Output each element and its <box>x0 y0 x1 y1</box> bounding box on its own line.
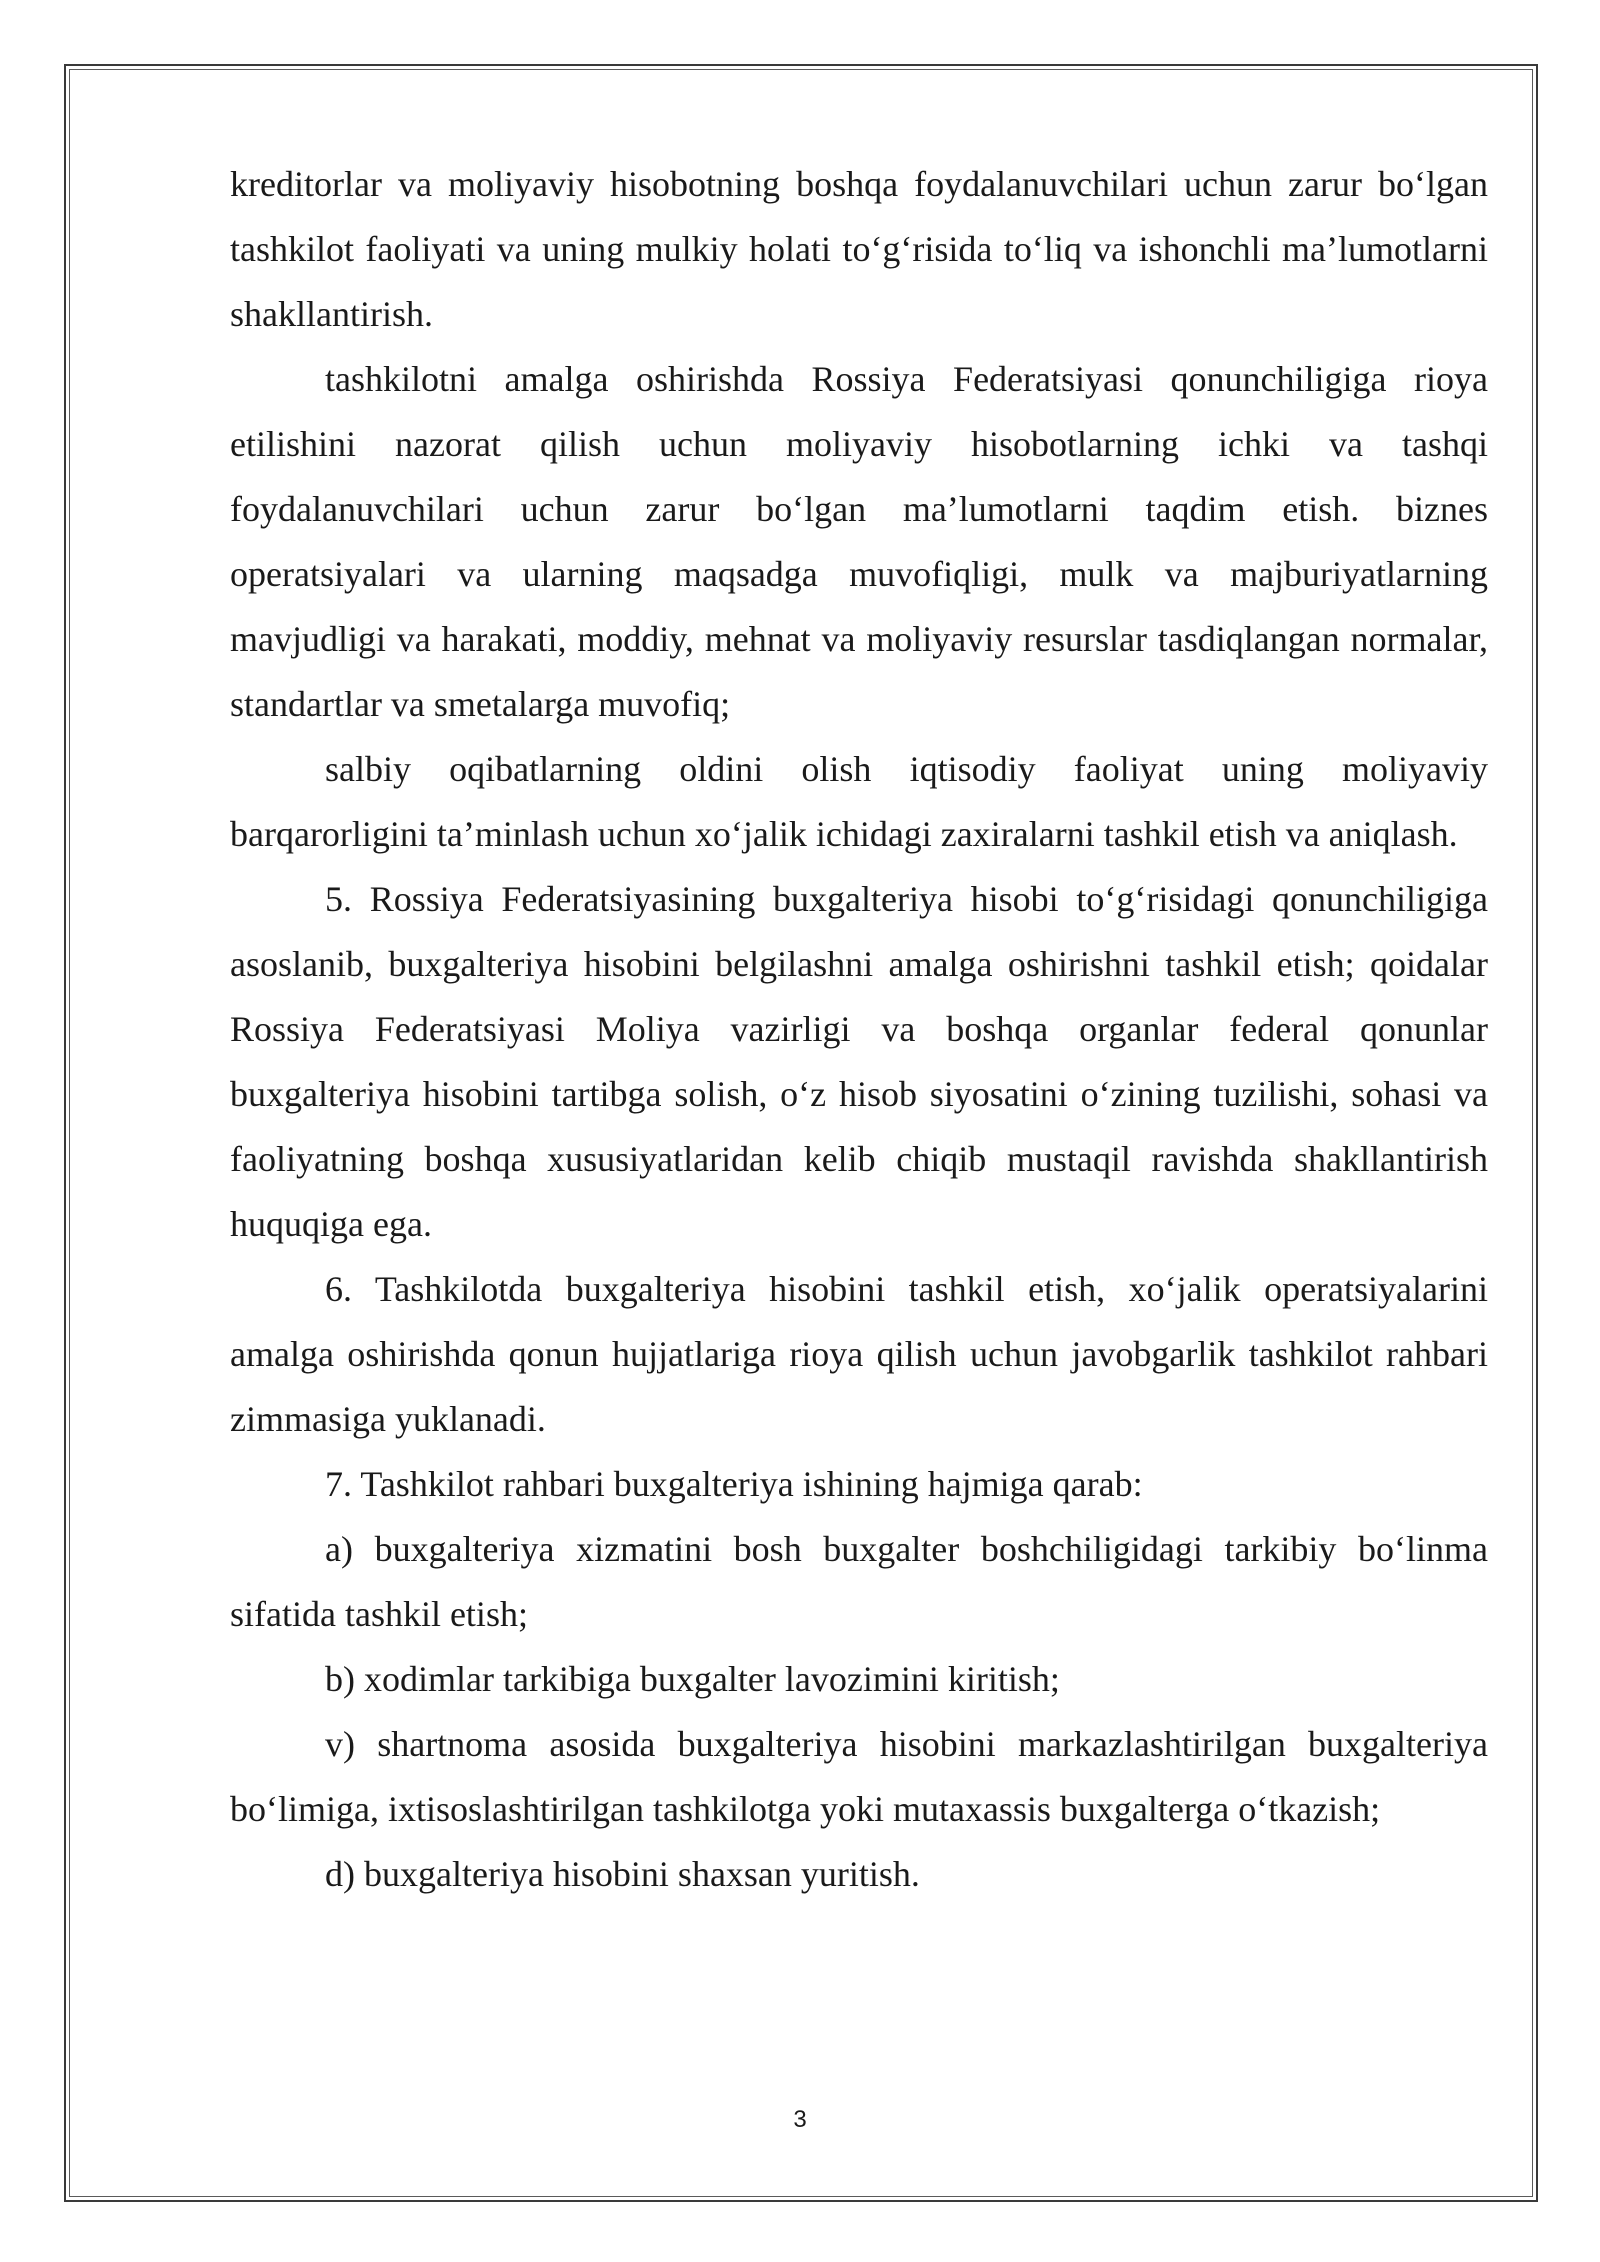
page-number: 3 <box>793 2106 807 2133</box>
list-item-v: v) shartnoma asosida buxgalteriya hisobini markazlashtirilgan buxgalteriya bo‘limiga, ixtisoslashtirilgan tashkilotga yoki mutaxassis buxgalterga o‘tkazish; <box>230 1724 1488 1829</box>
document-body <box>230 152 1488 1907</box>
paragraph-6: 7. Tashkilot rahbari buxgalteriya ishining hajmiga qarab: <box>325 1464 1143 1504</box>
paragraph-2: tashkilotni amalga oshirishda Rossiya Federatsiyasi qonunchiligiga rioya etilishini nazorat qilish uchun moliyaviy hisobotlarning ichki va tashqi foydalanuvchilari uchun zarur bo‘lgan ma’lumotlarni taqdim etish. biznes operatsiyalari va ularning maqsadga muvofiqligi, mulk va majburiyatlarning mavjudligi va harakati, moddiy, mehnat va moliyaviy resurslar tasdiqlangan normalar, standartlar va smetalarga muvofiq; <box>230 359 1488 724</box>
paragraph-4: 5. Rossiya Federatsiyasining buxgalteriya hisobi to‘g‘risidagi qonunchiligiga asoslanib, buxgalteriya hisobini belgilashni amalga oshirishni tashkil etish; qoidalar Rossiya Federatsiyasi Moliya vazirligi va boshqa organlar federal qonunlar buxgalteriya hisobini tartibga solish, o‘z hisob siyosatini o‘zining tuzilishi, sohasi va faoliyatning boshqa xususiyatlaridan kelib chiqib mustaqil ravishda shakllantirish huquqiga ega. <box>230 879 1488 1244</box>
paragraph-3: salbiy oqibatlarning oldini olish iqtisodiy faoliyat uning moliyaviy barqarorligini ta’minlash uchun xo‘jalik ichidagi zaxiralarni tashkil etish va aniqlash. <box>230 749 1488 854</box>
list-item-b: b) xodimlar tarkibiga buxgalter lavozimini kiritish; <box>325 1659 1060 1699</box>
list-item-d: d) buxgalteriya hisobini shaxsan yuritish. <box>325 1854 920 1894</box>
list-item-a: a) buxgalteriya xizmatini bosh buxgalter boshchiligidagi tarkibiy bo‘linma sifatida tashkil etish; <box>230 1529 1488 1634</box>
paragraph-5: 6. Tashkilotda buxgalteriya hisobini tashkil etish, xo‘jalik operatsiyalarini amalga oshirishda qonun hujjatlariga rioya qilish uchun javobgarlik tashkilot rahbari zimmasiga yuklanadi. <box>230 1269 1488 1439</box>
paragraph-1: kreditorlar va moliyaviy hisobotning boshqa foydalanuvchilari uchun zarur bo‘lgan tashkilot faoliyati va uning mulkiy holati to‘g‘risida to‘liq va ishonchli ma’lumotlarni shakllantirish. <box>230 164 1488 334</box>
